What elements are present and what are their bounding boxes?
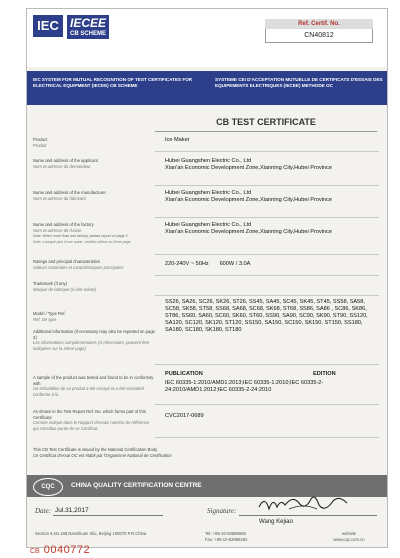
- ratings-label-fr: Valeurs nominales et caractéristiques principales: [33, 264, 124, 270]
- test-report-label-en: As shown in the Test Report Ref. No. which forms part of this Certificate: [33, 409, 146, 420]
- footer-address-line: Section 9,No.188,Nansihuan Xilu, Beijing 100070 P.R.China: [35, 531, 147, 536]
- iecee-cb-logo: [67, 15, 109, 39]
- product-label-en: Product: [33, 137, 48, 142]
- date-underline: [53, 515, 163, 516]
- factory-value: [165, 222, 379, 236]
- sample-label-fr: Un échantillon de ce produit a été essayé et a été considéré conforme à la: [33, 386, 145, 397]
- serial-prefix: CB: [30, 548, 40, 555]
- test-report-label-fr: Comme indiqué dans le Rapport d'essais numéro de référence qui constitue partie de ce Certificat: [33, 420, 150, 431]
- manufacturer-address: Xian'an Economic Development Zone,Xianning City,Hubei Province: [165, 197, 333, 203]
- product-label-fr: Produit: [33, 142, 47, 148]
- applicant-label-en: Name and address of the applicant: [33, 158, 98, 163]
- sample-label-en: A sample of the product was tested and found to be in conformity with: [33, 375, 154, 386]
- divider: [155, 217, 379, 218]
- ratings-label: [33, 259, 155, 270]
- applicant-address: Xian'an Economic Development Zone,Xianning City,Hubei Province: [165, 165, 333, 171]
- divider: [155, 275, 379, 276]
- footer-fax: Fax: +86-10-83886282: [205, 536, 248, 542]
- model-value: SS26, SA26, SC26, SK26, ST26, SS45, SA45, SC45, SK45, ST45, SS58, SA58, SC58, SK58, ST58, SS68, SA68, SC68, SK68, ST68, SS86, SA86 , SC86, SK86, ST86, SS60, SA60, SC60, SK60, ST60, SS90, SA90, SC90, SK90, ST90, SS120, SA120, SC120, SK120, ST120, SS150, SA150, SC150, SK150, ST150, SS180, SA180, SC180, SK180, ST180: [165, 299, 368, 333]
- issued-by-statement: [33, 447, 373, 458]
- manufacturer-name: Hubei Guangshen Electric Co., Ltd: [165, 190, 252, 196]
- factory-label: [33, 222, 155, 244]
- additional-info-label: [33, 329, 155, 351]
- divider: [155, 437, 379, 438]
- applicant-label-fr: Nom et adresse du demandeur: [33, 163, 91, 169]
- footer-address: [35, 531, 146, 537]
- ref-certif-label: Ref. Certif. No.: [265, 19, 373, 29]
- trademark-label-en: Trademark (if any): [33, 281, 68, 286]
- footer-website-label: website: [341, 531, 357, 536]
- factory-label-fr: Nom et adresse de l'usine: [33, 227, 82, 233]
- footer-website-link[interactable]: www.cqc.com.cn: [333, 536, 365, 542]
- date-label: Date:: [35, 507, 51, 515]
- title-divider: [155, 131, 377, 132]
- scheme-banner: [27, 71, 387, 105]
- certificate-page: [26, 8, 388, 548]
- factory-note: Note: When more than one factory, please report on page 2: [33, 234, 128, 238]
- additional-info-label-en: Additional information (if necessary may also be reported on page 2): [33, 329, 155, 340]
- serial-number: [30, 540, 90, 558]
- iec-logo: IEC: [33, 15, 63, 37]
- applicant-value: [165, 158, 379, 172]
- factory-address: Xian'an Economic Development Zone,Xianning City,Hubei Province: [165, 229, 333, 235]
- serial-value: 0040772: [43, 544, 91, 556]
- publication-heading: PUBLICATION: [165, 371, 203, 377]
- issued-by-fr: Ce Certificat d'essai OC est établi par l'Organisme National de Certification: [33, 452, 172, 458]
- factory-name: Hubei Guangshen Electric Co., Ltd: [165, 222, 252, 228]
- divider: [155, 151, 379, 152]
- footer-website: [317, 531, 381, 542]
- factory-note-fr: Note: Lorsque plus d'une usine, veuillez utiliser la 2ème page: [33, 239, 131, 244]
- ratings-value: 220-240V ~ 50Hz 600W / 3.0A: [165, 261, 251, 267]
- manufacturer-label-fr: Nom et adresse du fabricant: [33, 195, 86, 201]
- ratings-label-en: Ratings and principal characteristics: [33, 259, 101, 264]
- manufacturer-label-en: Name and address of the manufacturer: [33, 190, 106, 195]
- test-report-label: [33, 409, 155, 431]
- test-report-number: CVC2017-0689: [165, 413, 204, 419]
- trademark-label-fr: Marque de fabrique (si elle existe): [33, 286, 97, 292]
- applicant-name: Hubei Guangshen Electric Co., Ltd: [165, 158, 252, 164]
- trademark-label: [33, 281, 155, 292]
- manufacturer-value: [165, 190, 379, 204]
- applicant-label: [33, 158, 155, 169]
- scheme-banner-english: IEC SYSTEM FOR MUTUAL RECOGNITION OF TEST CERTIFICATES FOR ELECTRICAL EQUIPMENT (IECEE) CB SCHEME: [33, 77, 193, 88]
- divider: [155, 295, 379, 296]
- cb-scheme-logo-text: CB SCHEME: [69, 31, 106, 37]
- factory-label-en: Name and address of the factory: [33, 222, 94, 227]
- ref-certif-number: CN40812: [265, 29, 373, 43]
- issued-by-en: This CB Test Certificate is issued by the National Certification Body: [33, 447, 158, 452]
- product-value: Ice Maker: [165, 137, 190, 143]
- edition-heading: EDITION: [313, 371, 336, 377]
- certificate-header: [27, 9, 387, 67]
- reference-box: [265, 19, 373, 43]
- footer-tel: Tel: +86-10-83886666: [205, 531, 246, 536]
- signature-label: Signature:: [207, 507, 237, 515]
- signer-name: Wang Kejiao: [259, 519, 293, 525]
- certificate-title: CB TEST CERTIFICATE: [216, 117, 316, 127]
- cqc-name: CHINA QUALITY CERTIFICATION CENTRE: [71, 482, 202, 489]
- cqc-logo: CQC: [33, 478, 63, 496]
- footer-contacts: [205, 531, 248, 542]
- model-label: [33, 311, 155, 322]
- divider: [155, 364, 379, 365]
- handwritten-signature: [255, 489, 355, 517]
- divider: [155, 254, 379, 255]
- sample-conformity-label: [33, 375, 155, 397]
- product-label: [33, 137, 155, 148]
- model-label-en: Model / Type Ref.: [33, 311, 66, 316]
- model-label-fr: Ref. De type: [33, 316, 57, 322]
- publication-value: IEC 60335-1:2010/AMD1:2013;IEC 60335-1:2010;IEC 60335-2-24:2010/AMD1:2012;IEC 60335-2-24:2010: [165, 380, 324, 393]
- iecee-logo-text: IECEE: [69, 16, 106, 30]
- signature-underline: [239, 515, 377, 516]
- date-value: Jul.31,2017: [55, 507, 89, 514]
- manufacturer-label: [33, 190, 155, 201]
- divider: [155, 185, 379, 186]
- scheme-banner-french: SYSTEME CEI D'ACCEPTATION MUTUELLE DE CERTIFICATS D'ESSAIS DES EQUIPEMENTS ELECTRIQUES (IECEE) METHODE OC: [215, 77, 383, 88]
- divider: [155, 404, 379, 405]
- additional-info-label-fr: Les informations complémentaires (si nécessaire, peuvent être indiquées sur la 2ème page): [33, 340, 150, 351]
